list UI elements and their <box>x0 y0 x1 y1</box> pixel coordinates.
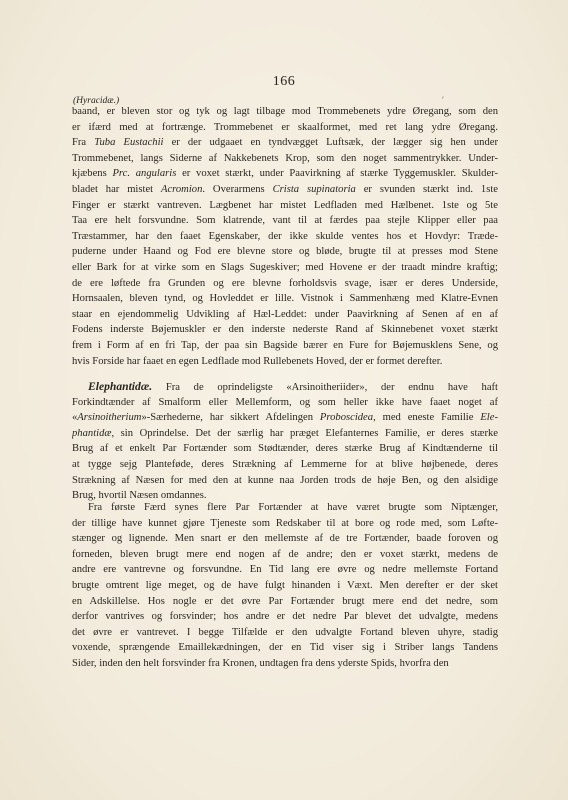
text-line: staar en ejendommelig Udvikling af Hæl-Leddet: under Paavirkning af Senen af en af <box>72 308 498 320</box>
text-line: puderne under Haand og Fod ere blevne store og bløde, brugte til at presses mod Stene <box>72 246 498 258</box>
text-line: stænger og lignende. Men snart er den mellemste af de tre Fortænder, baade foroven og <box>72 533 498 545</box>
paragraph-elephantidae-first-line <box>72 379 498 395</box>
text-line: Taa ere helt forsvundne. Som klatrende, vant til at færdes paa stejle Klipper eller paa <box>72 215 498 227</box>
italic-term: Proboscidea <box>319 412 374 424</box>
text-line: Finger er stærkt vantreven. Lægbenet har mistet Ledfladen med Hælbenet. 1ste og 5te <box>72 199 498 211</box>
italic-term: Crista supinatoria <box>272 183 356 195</box>
italic-term: Prc. angularis <box>112 168 177 180</box>
text-line: Brug af et enkelt Par Fortænder som Stødtænder, deres stærke Brug af Kindtænderne til <box>72 443 498 455</box>
section-heading-elephantidae: Elephantidæ. <box>88 380 153 393</box>
text-line: forneden, bleven brugt mere end nogen af de andre; den er voxet stærkt, medens de <box>72 548 498 560</box>
text-line: kjæbens Prc. angularis er voxet stærkt, under Paavirkning af stærke Tyggemuskler. Skulder- <box>72 168 498 180</box>
page-number: 166 <box>272 74 296 89</box>
italic-term: phantidæ <box>72 427 112 439</box>
text-line: «Arsinoitherium»-Særhederne, har sikkert Afdelingen Proboscidea, med eneste Familie Ele- <box>72 412 498 424</box>
text-line: de ere løftede fra Grunden og ere blevne forholdsvis svage, især er deres Underside, <box>72 277 498 289</box>
italic-term: Arsinoitherium <box>77 412 142 424</box>
text-line: derfor vantrives og forsvinder; hos andre er det nedre Par blevet det udvalgte, medens <box>72 611 498 623</box>
text-line: baand, er bleven stor og tyk og lagt tilbage mod Trommebenets ydre Øregang, som den <box>72 106 498 117</box>
text-line: en Adskillelse. Hos nogle er det øvre Par Fortænder brugt mere end det nedre, som <box>72 595 498 607</box>
text-line: frem i Form af en fri Tap, der paa sin Bagside bærer en Fure for Bøjemusklens Sene, og <box>72 339 498 351</box>
paragraph-elephantidae <box>72 379 498 504</box>
text-line: Forkindtænder af Smalform eller Mellemform, og som heller ikke have faaet noget af <box>72 396 498 408</box>
text-line: phantidæ, sin Oprindelse. Det der særlig har præget Elefanternes Familie, er deres stærke <box>72 427 498 439</box>
text-line: eller Bark for at virke som en Slags Sugeskiver; med Hovene er der traadt mindre kraftig; <box>72 261 498 273</box>
paragraph-elephantidae-body <box>72 395 498 504</box>
text-line: bladet har mistet Acromion. Overarmens Crista supinatoria er svunden stærkt ind. 1ste <box>72 183 498 195</box>
text-line: Fodens inderste Bøjemuskler er den inderste nederste Rand af Skinnebenet voxet stærkt <box>72 324 498 336</box>
text-line: brugte omtrent lige meget, og de have fulgt hinanden i Væxt. Men derefter er der sket <box>72 579 498 591</box>
text-line: Sider, inden den helt forsvinder fra Kronen, undtagen fra dens yderste Spids, hvorfra den <box>72 657 449 669</box>
italic-term: Tuba Eustachii <box>94 137 164 149</box>
text-line: er ifærd med at fortrænge. Trommebenet er skaalformet, med ret lang ydre Øregang. <box>72 121 498 133</box>
first-line-text: Fra de oprindeligste «Arsinoitheriider», der endnu have haft <box>152 382 498 393</box>
italic-term: Acromion <box>160 183 203 195</box>
text-line: Fra første Færd synes flere Par Fortænder at have været brugte som Niptænger, <box>88 502 498 513</box>
text-line: voxende, sprængende Emaillekædningen, der en Tid viser sig i Striber langs Tandens <box>72 642 498 654</box>
text-line: Hornsaalen, bleven tynd, og Hovleddet er lille. Vistnok i Sammenhæng med Klatre-Evnen <box>72 293 498 305</box>
stray-mark: ′ <box>442 95 444 105</box>
paragraph-incisors <box>72 500 498 672</box>
text-line: at tygge sejg Planteføde, deres Strækning af Lemmerne for at blive højbenede, deres <box>72 458 498 470</box>
text-line: hvis Forside har faaet en egen Ledflade mod Rullebenets Hoved, der er formet derefter. <box>72 355 443 367</box>
text-line: det øvre er vantrevet. I begge Tilfælde er den udvalgte Fortand bleven uhyre, stadig <box>72 626 498 638</box>
text-line: Fra Tuba Eustachii er der udgaaet en tyndvægget Luftsæk, der lægger sig hen under <box>72 137 498 149</box>
text-line: andre ere vantrevne og forsvundne. En Tid lang ere øvre og nedre mellemste Fortand <box>72 564 498 576</box>
paragraph-hyracidae <box>72 104 498 369</box>
text-line: Træstammer, har den faaet Egenskaber, der ikke skulde ventes hos et Hovdyr: Træde- <box>72 230 498 242</box>
italic-term: Ele- <box>480 412 498 424</box>
text-line: Brug, hvortil Næsen omdannes. <box>72 490 207 502</box>
text-line: Trommebenet, langs Siderne af Nakkebenets Krop, som den noget sammentrykker. Under- <box>72 152 498 164</box>
running-header-note: (Hyracidæ.) <box>73 96 120 106</box>
text-line: Strækning af Næsen for med den at kunne naa Jorden trods de høje Ben, og den alsidige <box>72 474 498 486</box>
text-line: der tillige have kunnet gjøre Tjeneste som Redskaber til at bore og rode med, som Løfte- <box>72 517 498 529</box>
